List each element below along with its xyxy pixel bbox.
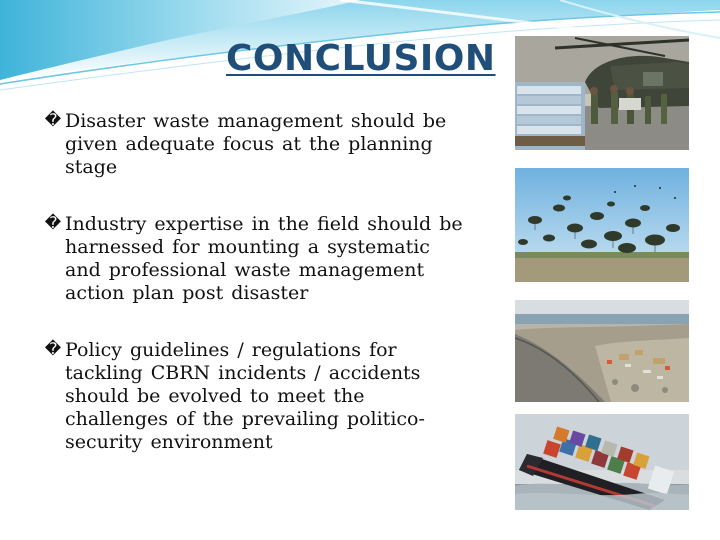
- bullet-text: Industry expertise in the field should be harnessed for mounting a systematic and professional waste management action plan post disaster: [65, 213, 463, 304]
- bullet-marker-glyph: �: [44, 339, 62, 358]
- bullet-item: [44, 110, 464, 179]
- bullet-marker-glyph: �: [44, 213, 62, 232]
- helicopter-relief-supplies-photo: [515, 36, 689, 150]
- bullet-item: [44, 339, 464, 454]
- slide-title: CONCLUSION: [226, 38, 496, 79]
- bullet-marker-glyph: �: [44, 110, 62, 129]
- bullet-item: [44, 213, 464, 305]
- bullet-text: Policy guidelines / regulations for tackling CBRN incidents / accidents should be evolved to meet the challenges of the prevailing politico-security environment: [65, 339, 425, 453]
- airdrop-parachutes-photo: [515, 168, 689, 282]
- waste-landfill-site-photo: [515, 300, 689, 402]
- bullet-list: [44, 110, 464, 454]
- sinking-cargo-ship-photo: [515, 414, 689, 510]
- bullet-text: Disaster waste management should be given adequate focus at the planning stage: [65, 110, 447, 178]
